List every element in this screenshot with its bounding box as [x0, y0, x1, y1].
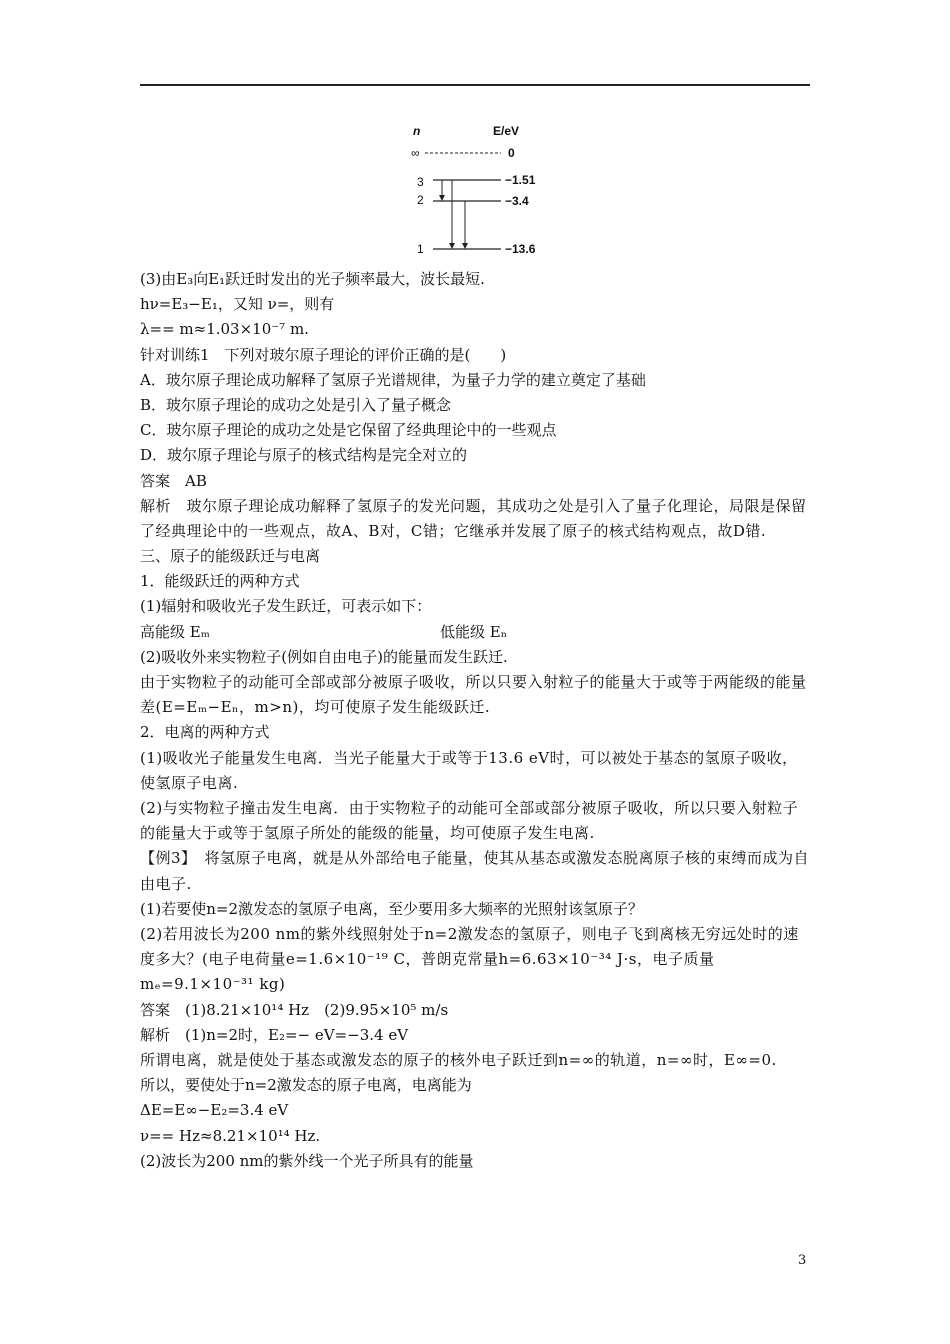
text-paragraph: 所谓电离，就是使处于基态或激发态的原子的核外电子跃迁到n=∞的轨道，n=∞时，E∞=0.: [140, 1051, 777, 1070]
energy-level-diagram: [405, 120, 555, 260]
answer-line: 答案 (1)8.21×10¹⁴ Hz (2)9.95×10⁵ m/s: [140, 1000, 449, 1019]
arrow-2-to-1-head: [462, 243, 468, 249]
text-line: (3)由E₃向E₁跃迁时发出的光子频率最大，波长最短.: [140, 270, 485, 288]
text-line: λ== m≈1.03×10⁻⁷ m.: [140, 320, 309, 339]
page-number: 3: [798, 1253, 807, 1268]
subsection-heading: 2．电离的两种方式: [140, 723, 270, 742]
section-heading: 三、原子的能级跃迁与电离: [140, 547, 321, 566]
text-line: (2)吸收外来实物粒子(例如自由电子)的能量而发生跃迁.: [140, 647, 508, 666]
low-level-label: 低能级 Eₙ: [440, 622, 508, 641]
example-paragraph: 【例3】 将氢原子电离，就是从外部给电子能量，使其从基态或激发态脱离原子核的束缚而成为自由电子.: [140, 849, 810, 893]
option-a: A．玻尔原子理论成功解释了氢原子光谱规律，为量子力学的建立奠定了基础: [140, 370, 646, 389]
subsection-heading: 1．能级跃迁的两种方式: [140, 572, 300, 591]
formula-line: ν== Hz≈8.21×10¹⁴ Hz.: [140, 1126, 321, 1145]
arrow-3-to-1-head: [449, 243, 455, 249]
text-line: (2)波长为200 nm的紫外线一个光子所具有的能量: [140, 1151, 474, 1170]
document-body: [140, 267, 812, 1174]
option-d: D．玻尔原子理论与原子的核式结构是完全对立的: [140, 446, 468, 465]
header-rule: [140, 84, 810, 86]
text-line: hν=E₃−E₁，又知 ν=，则有: [140, 295, 335, 314]
text-paragraph: (2)与实物粒子撞击发生电离．由于实物粒子的动能可全部或部分被原子吸收，所以只要入射粒子的能量大于或等于氢原子所处的能级的能量，均可使原子发生电离.: [140, 799, 799, 843]
n-axis-label: n: [413, 124, 421, 138]
energy-axis-label: E/eV: [493, 124, 520, 138]
level-e-1: −13.6: [505, 242, 536, 256]
text-paragraph: (1)吸收光子能量发生电离．当光子能量大于或等于13.6 eV时，可以被处于基态的氢原子吸收，使氢原子电离.: [140, 748, 798, 792]
question-1: (1)若要使n=2激发态的氢原子电离，至少要用多大频率的光照射该氢原子？: [140, 899, 644, 918]
level-e-inf: 0: [508, 146, 515, 160]
analysis-paragraph: 解析 玻尔原子理论成功解释了氢原子的发光问题，其成功之处是引入了量子化理论，局限是保留了经典理论中的一些观点，故A、B对，C错；它继承并发展了原子的核式结构观点，故D错.: [140, 496, 807, 540]
level-e-3: −1.51: [505, 173, 536, 187]
arrow-3-to-2-head: [439, 195, 445, 201]
exercise-question: 针对训练1 下列对玻尔原子理论的评价正确的是( ): [140, 345, 507, 364]
option-b: B．玻尔原子理论的成功之处是引入了量子概念: [140, 395, 452, 414]
text-line: (1)辐射和吸收光子发生跃迁，可表示如下：: [140, 597, 432, 616]
level-e-2: −3.4: [505, 194, 529, 208]
level-pair: [140, 620, 812, 645]
option-c: C．玻尔原子理论的成功之处是它保留了经典理论中的一些观点: [140, 421, 557, 440]
formula-line: ΔE=E∞−E₂=3.4 eV: [140, 1101, 289, 1120]
text-line: 所以，要使处于n=2激发态的原子电离，电离能为: [140, 1076, 472, 1095]
level-n-1: 1: [417, 242, 424, 256]
analysis-line: 解析 (1)n=2时，E₂=− eV=−3.4 eV: [140, 1025, 409, 1044]
question-2: (2)若用波长为200 nm的紫外线照射处于n=2激发态的氢原子，则电子飞到离核无穷远处时的速度多大？(电子电荷量e=1.6×10⁻¹⁹ C，普朗克常量h=6.63×10⁻³⁴ J·s，电子质量mₑ=9.1×10⁻³¹ kg): [140, 925, 799, 994]
high-level-label: 高能级 Eₘ: [140, 622, 210, 641]
level-n-3: 3: [417, 175, 424, 189]
text-paragraph: 由于实物粒子的动能可全部或部分被原子吸收，所以只要入射粒子的能量大于或等于两能级的能量差(E=Eₘ−Eₙ，m>n)，均可使原子发生能级跃迁.: [140, 673, 807, 717]
energy-level-svg: [405, 120, 555, 260]
answer-line: 答案 AB: [140, 471, 207, 490]
level-n-2: 2: [417, 193, 424, 207]
level-n-inf: ∞: [411, 146, 420, 160]
